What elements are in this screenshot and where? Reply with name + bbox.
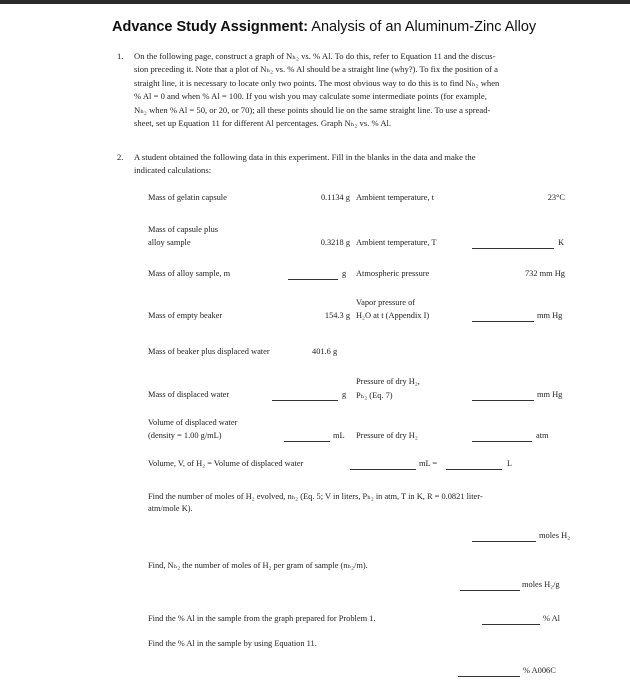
gelatin-value: 0.1134 g [320,193,350,202]
pressure-dry-blank[interactable] [472,400,534,401]
moles-unit: moles H₂ [539,531,571,540]
volume-v-l-unit: L [507,459,513,468]
nh2-unit: moles H₂/g [522,580,560,589]
alloy-blank[interactable] [288,279,338,280]
moles-text-2: atm/mole K). [148,504,193,513]
eq-text: Find the % Al in the sample by using Equation 11. [148,639,317,648]
capsule-alloy-label-2: alloy sample [148,238,191,247]
page-top-rule [0,0,630,4]
q1-line: On the following page, construct a graph of Nₕ₂ vs. % Al. To do this, refer to Equation 11 and the discus- [134,51,496,61]
vapor-label-2: H₂O at t (Appendix I) [356,311,430,320]
vapor-blank[interactable] [472,321,534,322]
pressure-dry-label-1: Pressure of dry H₂, [356,377,420,386]
vapor-label-1: Vapor pressure of [356,298,416,307]
q1-line: Nₕ₂ when % Al = 50, or 20, or 70); all these points should lie on the same straight line. To use a spread- [134,104,491,115]
vapor-unit: mm Hg [537,311,563,320]
ambient-t-label: Ambient temperature, t [356,193,434,202]
graph-text: Find the % Al in the sample from the graph prepared for Problem 1. [148,614,376,623]
eq-unit: % A006C [523,666,556,675]
volume-label-2: (density = 1.00 g/mL) [148,431,222,440]
pressure-dry-unit: mm Hg [537,390,563,399]
q1-line: sheet, set up Equation 11 for different Al percentages. Graph Nₕ₂ vs. % Al. [134,118,392,129]
ambient-T-unit: K [558,238,565,247]
empty-beaker-value: 154.3 g [324,311,350,320]
q2-line: indicated calculations: [134,165,212,176]
alloy-label: Mass of alloy sample, m [148,269,231,278]
q2-line: A student obtained the following data in this experiment. Fill in the blanks in the data and make the [134,152,476,162]
displaced-label: Mass of displaced water [148,390,230,399]
ambient-T-label: Ambient temperature, T [356,238,437,247]
pressure-atm-blank[interactable] [472,441,532,442]
displaced-blank[interactable] [272,400,338,401]
q1-number: 1. [117,51,124,61]
q1-text [134,50,574,130]
ambient-T-blank[interactable] [472,248,554,249]
volume-v-ml-blank[interactable] [350,469,416,470]
volume-v-l-blank[interactable] [446,469,502,470]
title-bold: Advance Study Assignment: [112,19,309,35]
graph-blank[interactable] [482,624,540,625]
volume-v-ml-unit: mL = [419,459,438,468]
q1-line: sion preceding it. Note that a plot of Nₕ₂ vs. % Al should be a straight line (why?). To fix the position of a [134,64,498,75]
displaced-unit: g [342,390,347,399]
pressure-dry-label-2: Pₕ₂ (Eq. 7) [356,391,393,400]
empty-beaker-label: Mass of empty beaker [148,311,223,320]
q2-number: 2. [117,152,124,162]
volume-blank[interactable] [284,441,330,442]
moles-text-1: Find the number of moles of H₂ evolved, nₕ₂ (Eq. 5; V in liters, Pₕ₂ in atm, T in K, R = 0.0821 liter- [148,492,483,501]
capsule-alloy-label-1: Mass of capsule plus [148,225,219,234]
gelatin-label: Mass of gelatin capsule [148,193,227,202]
q1-line: % Al = 0 and when % Al = 100. If you wish you may calculate some intermediate points (for example, [134,91,487,102]
capsule-alloy-value: 0.3218 g [320,238,350,247]
q1-line: straight line, it is necessary to locate only two points. The most obvious way to do this is to find Nₕ₂ when [134,77,500,88]
pressure-atm-label: Pressure of dry H₂ [356,431,418,440]
beaker-water-label: Mass of beaker plus displaced water [148,347,270,356]
nh2-blank[interactable] [460,590,520,591]
eq-blank[interactable] [458,676,520,677]
atm-value: 732 mm Hg [524,269,565,278]
nh2-text: Find, Nₕ₂ the number of moles of H₂ per gram of sample (nₕ₂/m). [148,561,368,570]
graph-unit: % Al [543,614,560,623]
page-title [112,19,536,35]
volume-v-label: Volume, V, of H₂ = Volume of displaced water [148,459,304,468]
volume-unit: mL [333,431,345,440]
atm-label: Atmospheric pressure [356,269,430,278]
ambient-t-value: 23°C [547,193,565,202]
alloy-unit: g [342,269,347,278]
moles-blank[interactable] [472,541,536,542]
pressure-atm-unit: atm [536,431,549,440]
title-rest: Analysis of an Aluminum-Zinc Alloy [308,19,537,35]
beaker-water-value: 401.6 g [312,347,338,356]
volume-label-1: Volume of displaced water [148,418,238,427]
q2-text [134,151,574,178]
